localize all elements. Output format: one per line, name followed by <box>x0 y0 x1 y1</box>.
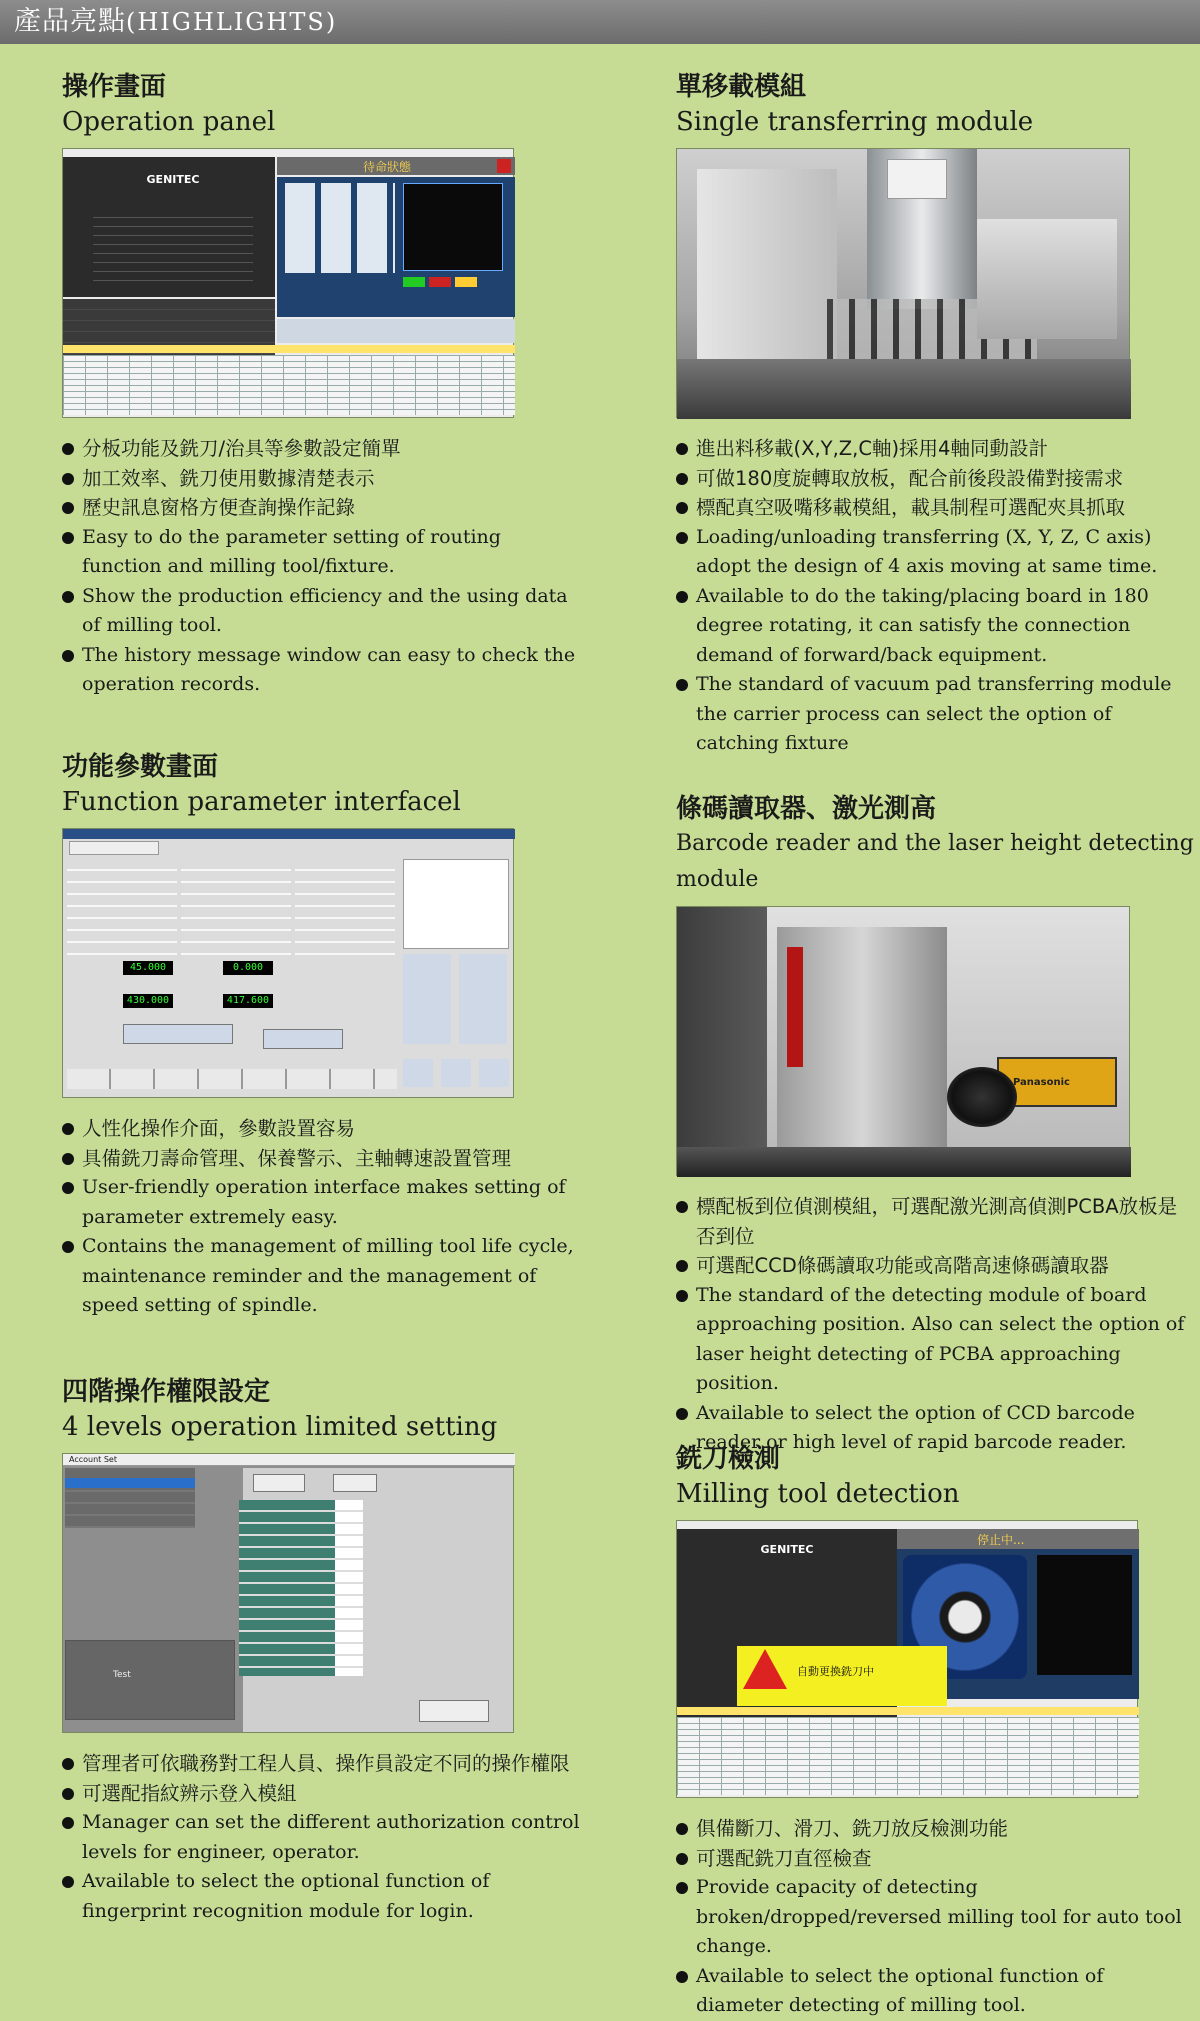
warning-icon <box>743 1649 787 1689</box>
list-item: 具備銑刀壽命管理、保養警示、主軸轉速設置管理 <box>62 1144 582 1174</box>
barcode-laser-bullets <box>676 1192 1196 1458</box>
genitec-logo: GENITEC <box>146 173 200 186</box>
list-item: User-friendly operation interface makes setting of parameter extremely easy. <box>62 1173 582 1232</box>
section-title-zh: 操作畫面 <box>62 72 167 102</box>
list-item: 可選配銑刀直徑檢查 <box>676 1844 1196 1874</box>
header-title-en: (HIGHLIGHTS) <box>126 8 338 36</box>
login-user-value: Test <box>113 1670 131 1680</box>
section-barcode-laser <box>676 792 1196 1458</box>
list-item: Contains the management of milling tool life cycle, maintenance reminder and the management of speed setting of spindle. <box>62 1232 582 1321</box>
machine-status-label: 停止中... <box>977 1533 1025 1547</box>
list-item: 進出料移載(X,Y,Z,C軸)採用4軸同動設計 <box>676 434 1196 464</box>
section-title-zh: 功能參數畫面 <box>62 752 219 782</box>
section-title-zh: 條碼讀取器、激光測高 <box>676 794 937 824</box>
function-parameter-bullets <box>62 1114 582 1321</box>
section-function-parameter <box>62 750 582 1321</box>
single-transfer-photo <box>676 148 1130 418</box>
list-item: Available to select the option of CCD barcode reader or high level of rapid barcode reader. <box>676 1399 1196 1458</box>
account-set-title: Account Set <box>69 1455 117 1464</box>
param-readout-2: 0.000 <box>223 961 273 975</box>
section-single-transfer <box>676 70 1196 759</box>
list-item: 人性化操作介面，參數設置容易 <box>62 1114 582 1144</box>
param-readout-1: 45.000 <box>123 961 173 975</box>
list-item: 俱備斷刀、滑刀、銑刀放反檢測功能 <box>676 1814 1196 1844</box>
operation-limit-screenshot <box>62 1453 514 1733</box>
section-operation-panel <box>62 70 582 700</box>
operation-panel-bullets <box>62 434 582 700</box>
milling-detection-screenshot <box>676 1520 1138 1798</box>
list-item: Available to do the taking/placing board in 180 degree rotating, it can satisfy the connection demand of forward/back equipment. <box>676 582 1196 671</box>
list-item: Show the production efficiency and the using data of milling tool. <box>62 582 582 641</box>
section-title-en: Single transferring module <box>676 107 1034 137</box>
param-readout-3: 430.000 <box>123 994 173 1008</box>
list-item: 標配板到位偵測模組，可選配激光測高偵測PCBA放板是否到位 <box>676 1192 1196 1251</box>
list-item: 加工效率、銑刀使用數據清楚表示 <box>62 464 582 494</box>
page-header <box>0 0 1200 44</box>
list-item: Provide capacity of detecting broken/dropped/reversed milling tool for auto tool change. <box>676 1873 1196 1962</box>
genitec-logo: GENITEC <box>760 1543 814 1556</box>
list-item: The history message window can easy to check the operation records. <box>62 641 582 700</box>
function-parameter-screenshot <box>62 828 514 1098</box>
header-title-zh: 產品亮點 <box>14 6 126 37</box>
list-item: The standard of vacuum pad transferring module the carrier process can select the option of catching fixture <box>676 670 1196 759</box>
list-item: 標配真空吸嘴移載模組，載具制程可選配夾具抓取 <box>676 493 1196 523</box>
list-item: 分板功能及銑刀/治具等參數設定簡單 <box>62 434 582 464</box>
section-title-zh: 銑刀檢測 <box>676 1444 781 1474</box>
list-item: 管理者可依職務對工程人員、操作員設定不同的操作權限 <box>62 1749 592 1779</box>
list-item: 可選配CCD條碼讀取功能或高階高速條碼讀取器 <box>676 1251 1196 1281</box>
standby-status-label: 待命狀態 <box>363 160 412 174</box>
list-item: Available to select the optional function of fingerprint recognition module for login. <box>62 1867 592 1926</box>
list-item: Available to select the optional function of diameter detecting of milling tool. <box>676 1962 1196 2021</box>
list-item: Loading/unloading transferring (X, Y, Z, C axis) adopt the design of 4 axis moving at same time. <box>676 523 1196 582</box>
section-title-en: Operation panel <box>62 107 276 137</box>
operation-panel-screenshot <box>62 148 514 418</box>
list-item: 可選配指紋辨示登入模組 <box>62 1779 592 1809</box>
section-title-en: 4 levels operation limited setting <box>62 1412 498 1442</box>
section-title-en: Milling tool detection <box>676 1479 960 1509</box>
list-item: Easy to do the parameter setting of routing function and milling tool/fixture. <box>62 523 582 582</box>
section-title-en: Barcode reader and the laser height detecting module <box>676 831 1194 892</box>
operation-limit-bullets <box>62 1749 592 1926</box>
barcode-laser-photo <box>676 906 1130 1176</box>
auto-change-alert: 自動更換銑刀中 <box>797 1665 874 1678</box>
section-milling-detection <box>676 1442 1196 2021</box>
section-operation-limit <box>62 1375 592 1926</box>
panasonic-label: Panasonic <box>1013 1077 1070 1088</box>
section-title-en: Function parameter interfacel <box>62 787 461 817</box>
list-item: 可做180度旋轉取放板，配合前後段設備對接需求 <box>676 464 1196 494</box>
section-title-zh: 單移載模組 <box>676 72 807 102</box>
list-item: Manager can set the different authorization control levels for engineer, operator. <box>62 1808 592 1867</box>
section-title-zh: 四階操作權限設定 <box>62 1377 271 1407</box>
list-item: The standard of the detecting module of board approaching position. Also can select the option of laser height detecting of PCBA approaching position. <box>676 1281 1196 1399</box>
single-transfer-bullets <box>676 434 1196 759</box>
param-readout-4: 417.600 <box>223 994 273 1008</box>
list-item: 歷史訊息窗格方便查詢操作記錄 <box>62 493 582 523</box>
milling-detection-bullets <box>676 1814 1196 2021</box>
